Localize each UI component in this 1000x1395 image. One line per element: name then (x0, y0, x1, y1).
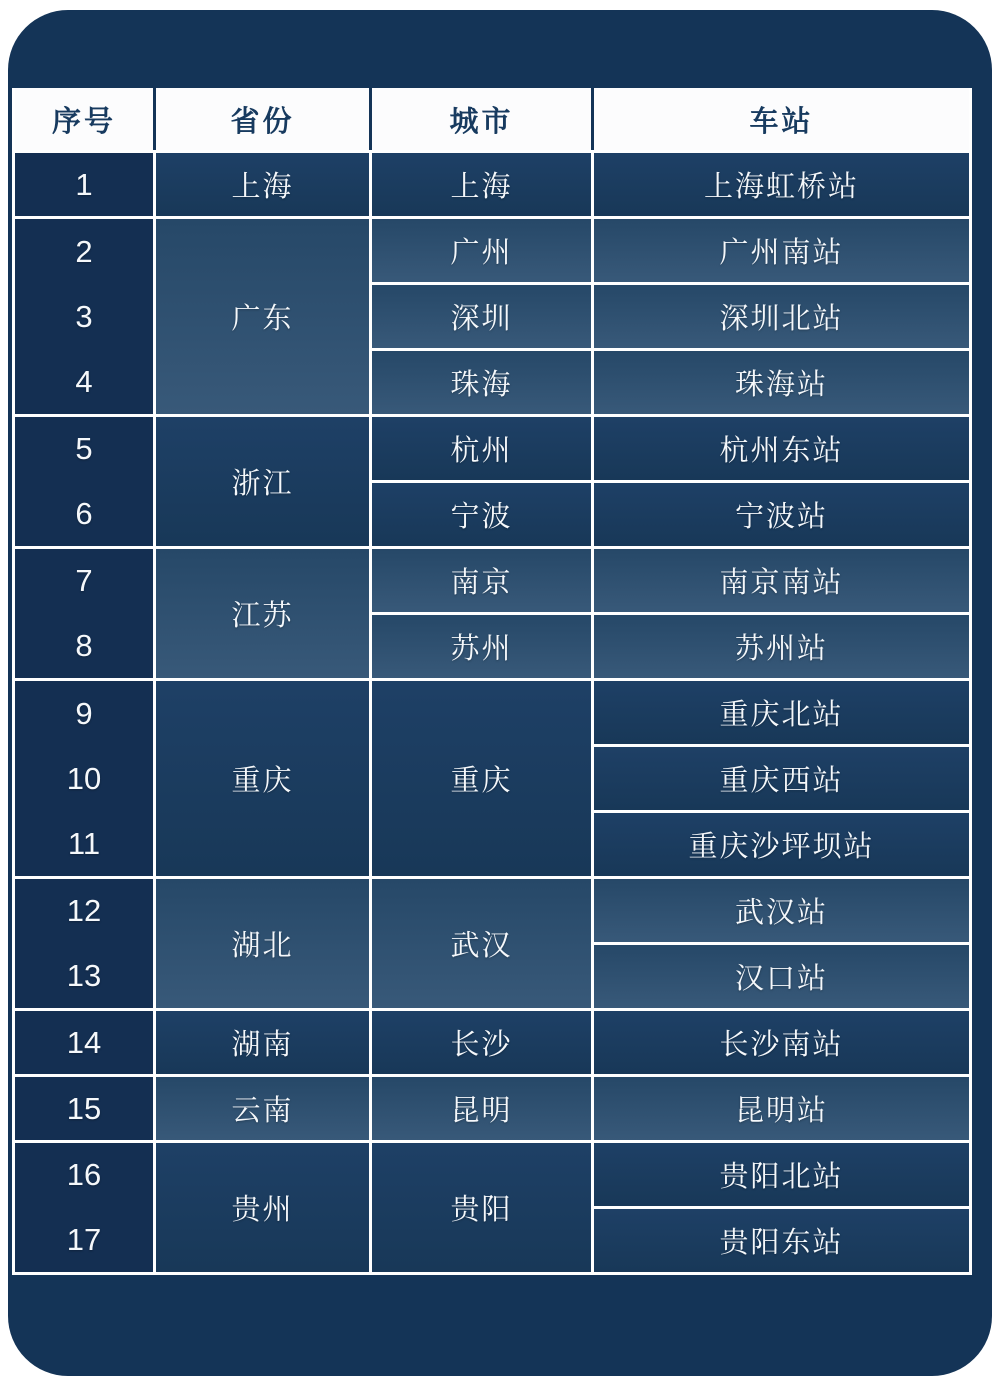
province-block-江苏 (15, 549, 969, 678)
province-block-湖南 (15, 1011, 969, 1074)
city-cell: 长沙 (372, 1011, 591, 1074)
province-block-云南 (15, 1077, 969, 1140)
station-cell: 杭州东站 (594, 417, 969, 480)
province-cell: 上海 (156, 153, 369, 216)
index-number: 17 (66, 1221, 102, 1257)
col-header-label: 城市 (449, 105, 514, 138)
index-number: 6 (75, 495, 93, 531)
station-cell: 汉口站 (594, 945, 969, 1008)
city-cell: 苏州 (372, 615, 591, 678)
city-cell: 深圳 (372, 285, 591, 348)
index-number: 16 (66, 1157, 102, 1193)
col-header-label: 序号 (51, 105, 116, 138)
station-cell: 重庆北站 (594, 681, 969, 744)
province-cell: 云南 (156, 1077, 369, 1140)
province-block-浙江 (15, 417, 969, 546)
index-number: 9 (75, 695, 93, 731)
index-number: 7 (75, 563, 93, 599)
col-header-city (372, 88, 591, 150)
station-cell: 宁波站 (594, 483, 969, 546)
city-cell: 武汉 (372, 879, 591, 1008)
station-cell: 南京南站 (594, 549, 969, 612)
station-cell: 贵阳北站 (594, 1143, 969, 1206)
province-block-上海 (15, 153, 969, 216)
station-cell: 深圳北站 (594, 285, 969, 348)
city-cell: 杭州 (372, 417, 591, 480)
province-block-重庆 (15, 681, 969, 876)
city-cell: 昆明 (372, 1077, 591, 1140)
province-block-贵州 (15, 1143, 969, 1272)
index-cell (15, 417, 153, 546)
index-number: 2 (75, 233, 93, 269)
index-cell (15, 1077, 153, 1140)
city-cell: 宁波 (372, 483, 591, 546)
index-number: 11 (67, 825, 101, 861)
index-cell (15, 681, 153, 876)
station-cell: 广州南站 (594, 219, 969, 282)
index-cell (15, 1143, 153, 1272)
col-header-station (594, 88, 969, 150)
station-cell: 苏州站 (594, 615, 969, 678)
col-header-index (15, 88, 153, 150)
province-cell: 浙江 (156, 417, 369, 546)
index-number: 14 (66, 1024, 102, 1060)
col-header-label: 省份 (230, 105, 295, 138)
index-number: 1 (75, 166, 93, 202)
station-cell: 长沙南站 (594, 1011, 969, 1074)
index-cell (15, 1011, 153, 1074)
station-table (12, 88, 972, 1275)
station-cell: 重庆沙坪坝站 (594, 813, 969, 876)
index-cell (15, 879, 153, 1008)
index-number: 3 (75, 298, 93, 334)
index-number: 10 (66, 760, 102, 796)
index-cell (15, 219, 153, 414)
index-number: 13 (66, 957, 102, 993)
col-header-label: 车站 (749, 105, 814, 138)
province-cell: 湖北 (156, 879, 369, 1008)
index-cell (15, 549, 153, 678)
city-cell: 上海 (372, 153, 591, 216)
city-cell: 南京 (372, 549, 591, 612)
header-row (15, 88, 969, 150)
station-cell: 重庆西站 (594, 747, 969, 810)
province-block-广东 (15, 219, 969, 414)
station-cell: 昆明站 (594, 1077, 969, 1140)
col-header-province (156, 88, 369, 150)
province-cell: 贵州 (156, 1143, 369, 1272)
index-number: 12 (66, 893, 102, 929)
index-number: 15 (66, 1090, 102, 1126)
city-cell: 珠海 (372, 351, 591, 414)
index-number: 8 (75, 627, 93, 663)
station-cell: 武汉站 (594, 879, 969, 942)
city-cell: 广州 (372, 219, 591, 282)
city-cell: 贵阳 (372, 1143, 591, 1272)
index-cell (15, 153, 153, 216)
city-cell: 重庆 (372, 681, 591, 876)
province-cell: 湖南 (156, 1011, 369, 1074)
province-block-湖北 (15, 879, 969, 1008)
province-cell: 重庆 (156, 681, 369, 876)
index-number: 4 (75, 363, 93, 399)
station-cell: 贵阳东站 (594, 1209, 969, 1272)
province-cell: 江苏 (156, 549, 369, 678)
index-number: 5 (75, 431, 93, 467)
station-cell: 珠海站 (594, 351, 969, 414)
province-cell: 广东 (156, 219, 369, 414)
station-cell: 上海虹桥站 (594, 153, 969, 216)
